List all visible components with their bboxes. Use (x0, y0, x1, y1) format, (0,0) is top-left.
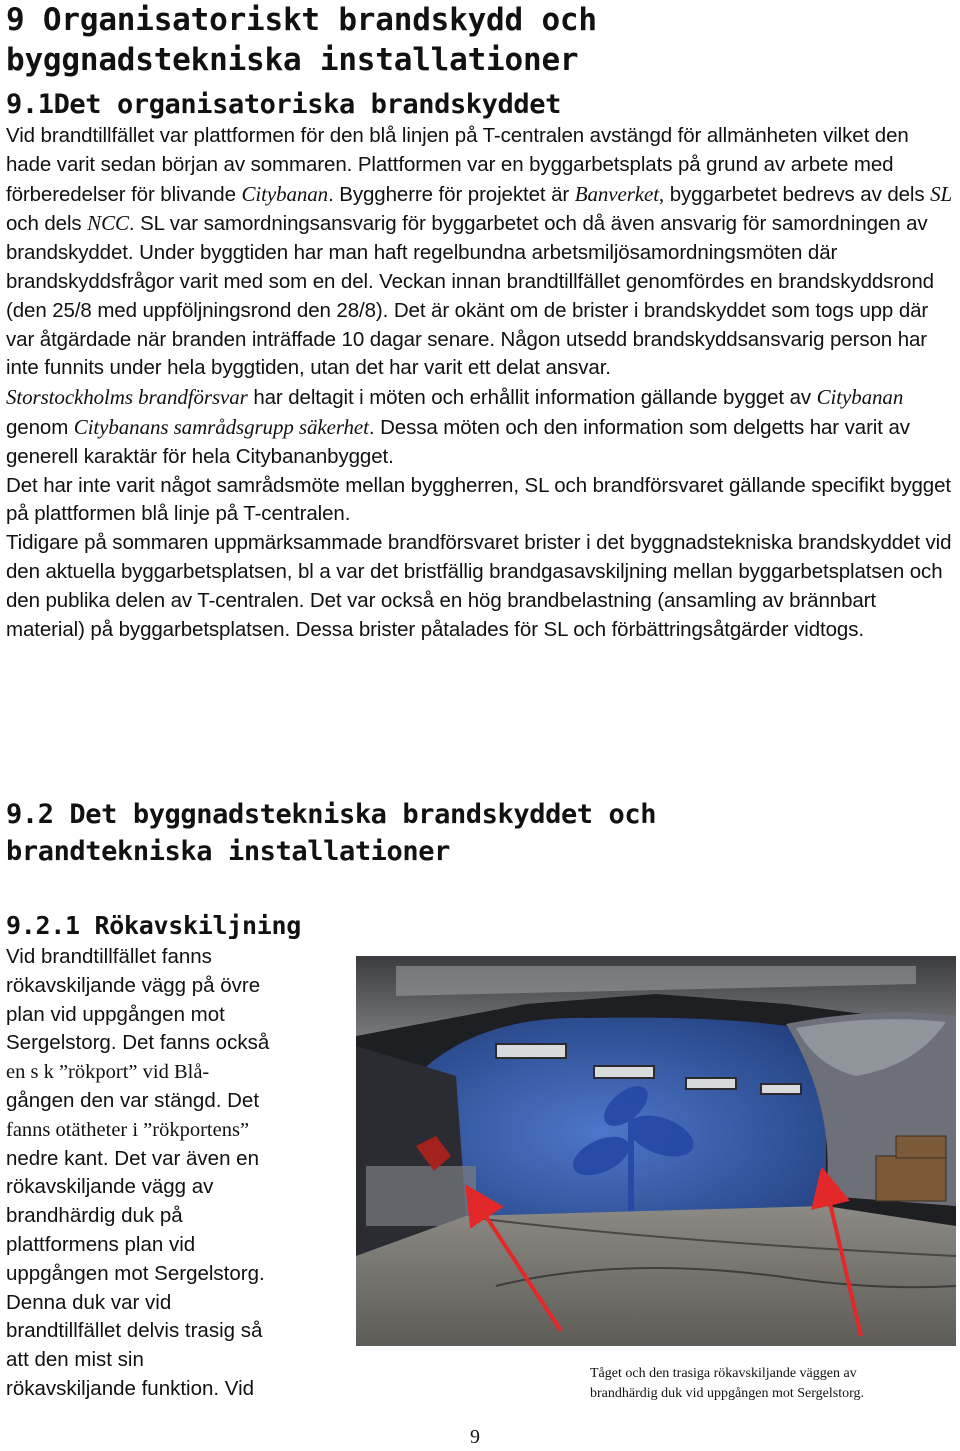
p2-text-c: . Dessa möten och den information som delgetts har varit av generell karaktär för hela Citybananbygget. (6, 415, 910, 468)
section-9-2-title (6, 796, 946, 870)
p2-text-a: har deltagit i möten och erhållit information gällande bygget av (247, 386, 817, 410)
p1-text-b: . Byggherre för projektet är (328, 182, 575, 206)
floor (356, 1206, 956, 1346)
section-9-title-line1: 9 Organisatoriskt brandskydd och (6, 2, 597, 38)
p2-sbf: Storstockholms brandförsvar (6, 385, 248, 410)
text-line: brandtillfället delvis trasig så (6, 1319, 263, 1343)
text-line: en s k ”rökport” vid Blå- (6, 1061, 210, 1084)
section-9-2-1-title: 9.2.1 Rökavskiljning (6, 911, 302, 940)
section-9-title (6, 0, 946, 80)
section-9-1-body (6, 122, 954, 644)
text-line: nedre kant. Det var även en (6, 1146, 259, 1170)
section-9-2-title-line1: 9.2 Det byggnadstekniska brandskyddet och (6, 799, 657, 830)
text-line: uppgången mot Sergelstorg. (6, 1261, 265, 1285)
text-line: Sergelstorg. Det fanns också (6, 1031, 270, 1055)
text-line: att den mist sin (6, 1348, 144, 1372)
p1-banverket: Banverket, (574, 181, 665, 206)
photo-caption (590, 1364, 950, 1404)
p1-text-a: Vid brandtillfället var plattformen för den blå linjen på T-centralen avstängd för allmänheten vilket den hade varit sedan början av sommaren. Plattformen var en byggarbetsplats på grund av arbete med förberedelser för blivande (6, 124, 909, 206)
p1-text-c: byggarbetet bedrevs av dels (664, 182, 931, 206)
section-9-2-title-line2: brandtekniska installationer (6, 836, 450, 867)
text-line: fanns otätheter i ”rökportens” (6, 1118, 250, 1141)
section-9-1-title: 9.1Det organisatoriska brandskyddet (6, 89, 561, 120)
fence (366, 1166, 476, 1226)
p2-group: Citybanans samrådsgrupp säkerhet (73, 414, 369, 439)
text-line: Denna duk var vid (6, 1290, 172, 1314)
page-number: 9 (470, 1426, 480, 1448)
text-line: rökavskiljande funktion. Vid (6, 1376, 255, 1400)
paragraph-3: Det har inte varit något samrådsmöte mellan byggherren, SL och brandförsvaret gällande specifikt bygget på plattformen blå linje på T-centralen. (6, 473, 951, 526)
text-line: plattformens plan vid (6, 1232, 196, 1256)
p1-citybanan: Citybanan (241, 181, 329, 206)
p2-text-b: genom (6, 415, 74, 439)
text-line: rökavskiljande vägg på övre (6, 973, 261, 997)
paragraph-2 (6, 383, 954, 471)
p1-ncc: NCC (87, 211, 129, 236)
p2-citybanan: Citybanan (816, 385, 904, 410)
p1-text-e: . SL var samordningsansvarig för byggarbetet och då även ansvarig för samordningen av brandskyddet. Under byggtiden har man haft regelbundna arbetsmiljösamordningsmöten där brandskyddsfrågor varit med som en del. Veckan innan brandtillfället genomfördes en brandskyddsrond (den 25/8 med uppföljningsrond den 28/8). Det är okänt om de brister i brandskyddet som togs upp där var åtgärdade när branden inträffade 10 dagar senare. Någon utsedd brandskyddsansvarig person har inte funnits under hela byggtiden, utan det har varit ett delat ansvar. (6, 212, 934, 380)
platform-photo (356, 956, 956, 1346)
caption-line2: brandhärdig duk vid uppgången mot Sergelstorg. (590, 1386, 864, 1401)
text-line: plan vid uppgången mot (6, 1002, 225, 1026)
p1-sl: SL (930, 181, 953, 206)
text-line: Vid brandtillfället fanns (6, 945, 212, 968)
text-line: brandhärdig duk på (6, 1204, 183, 1228)
paragraph-4: Tidigare på sommaren uppmärksammade brandförsvaret brister i det byggnadstekniska brandskyddet vid den aktuella byggarbetsplatsen, bl a var det bristfällig brandgasavskiljning mellan byggarbetsplatsen och den publika delen av T-centralen. Det var också en hög brandbelastning (ansamling av brännbart material) på byggarbetsplatsen. Dessa brister påtalades för SL och förbättringsåtgärder vidtogs. (6, 531, 952, 641)
platform-photo-illustration (356, 956, 956, 1346)
paragraph-1 (6, 122, 954, 383)
caption-line1: Tåget och den trasiga rökavskiljande väggen av (590, 1366, 857, 1381)
p1-text-d: och dels (6, 212, 88, 236)
section-9-title-line2: byggnadstekniska installationer (6, 42, 579, 78)
text-line: rökavskiljande vägg av (6, 1175, 214, 1199)
section-9-2-1-body (6, 943, 346, 1404)
text-line: gången den var stängd. Det (6, 1088, 260, 1112)
